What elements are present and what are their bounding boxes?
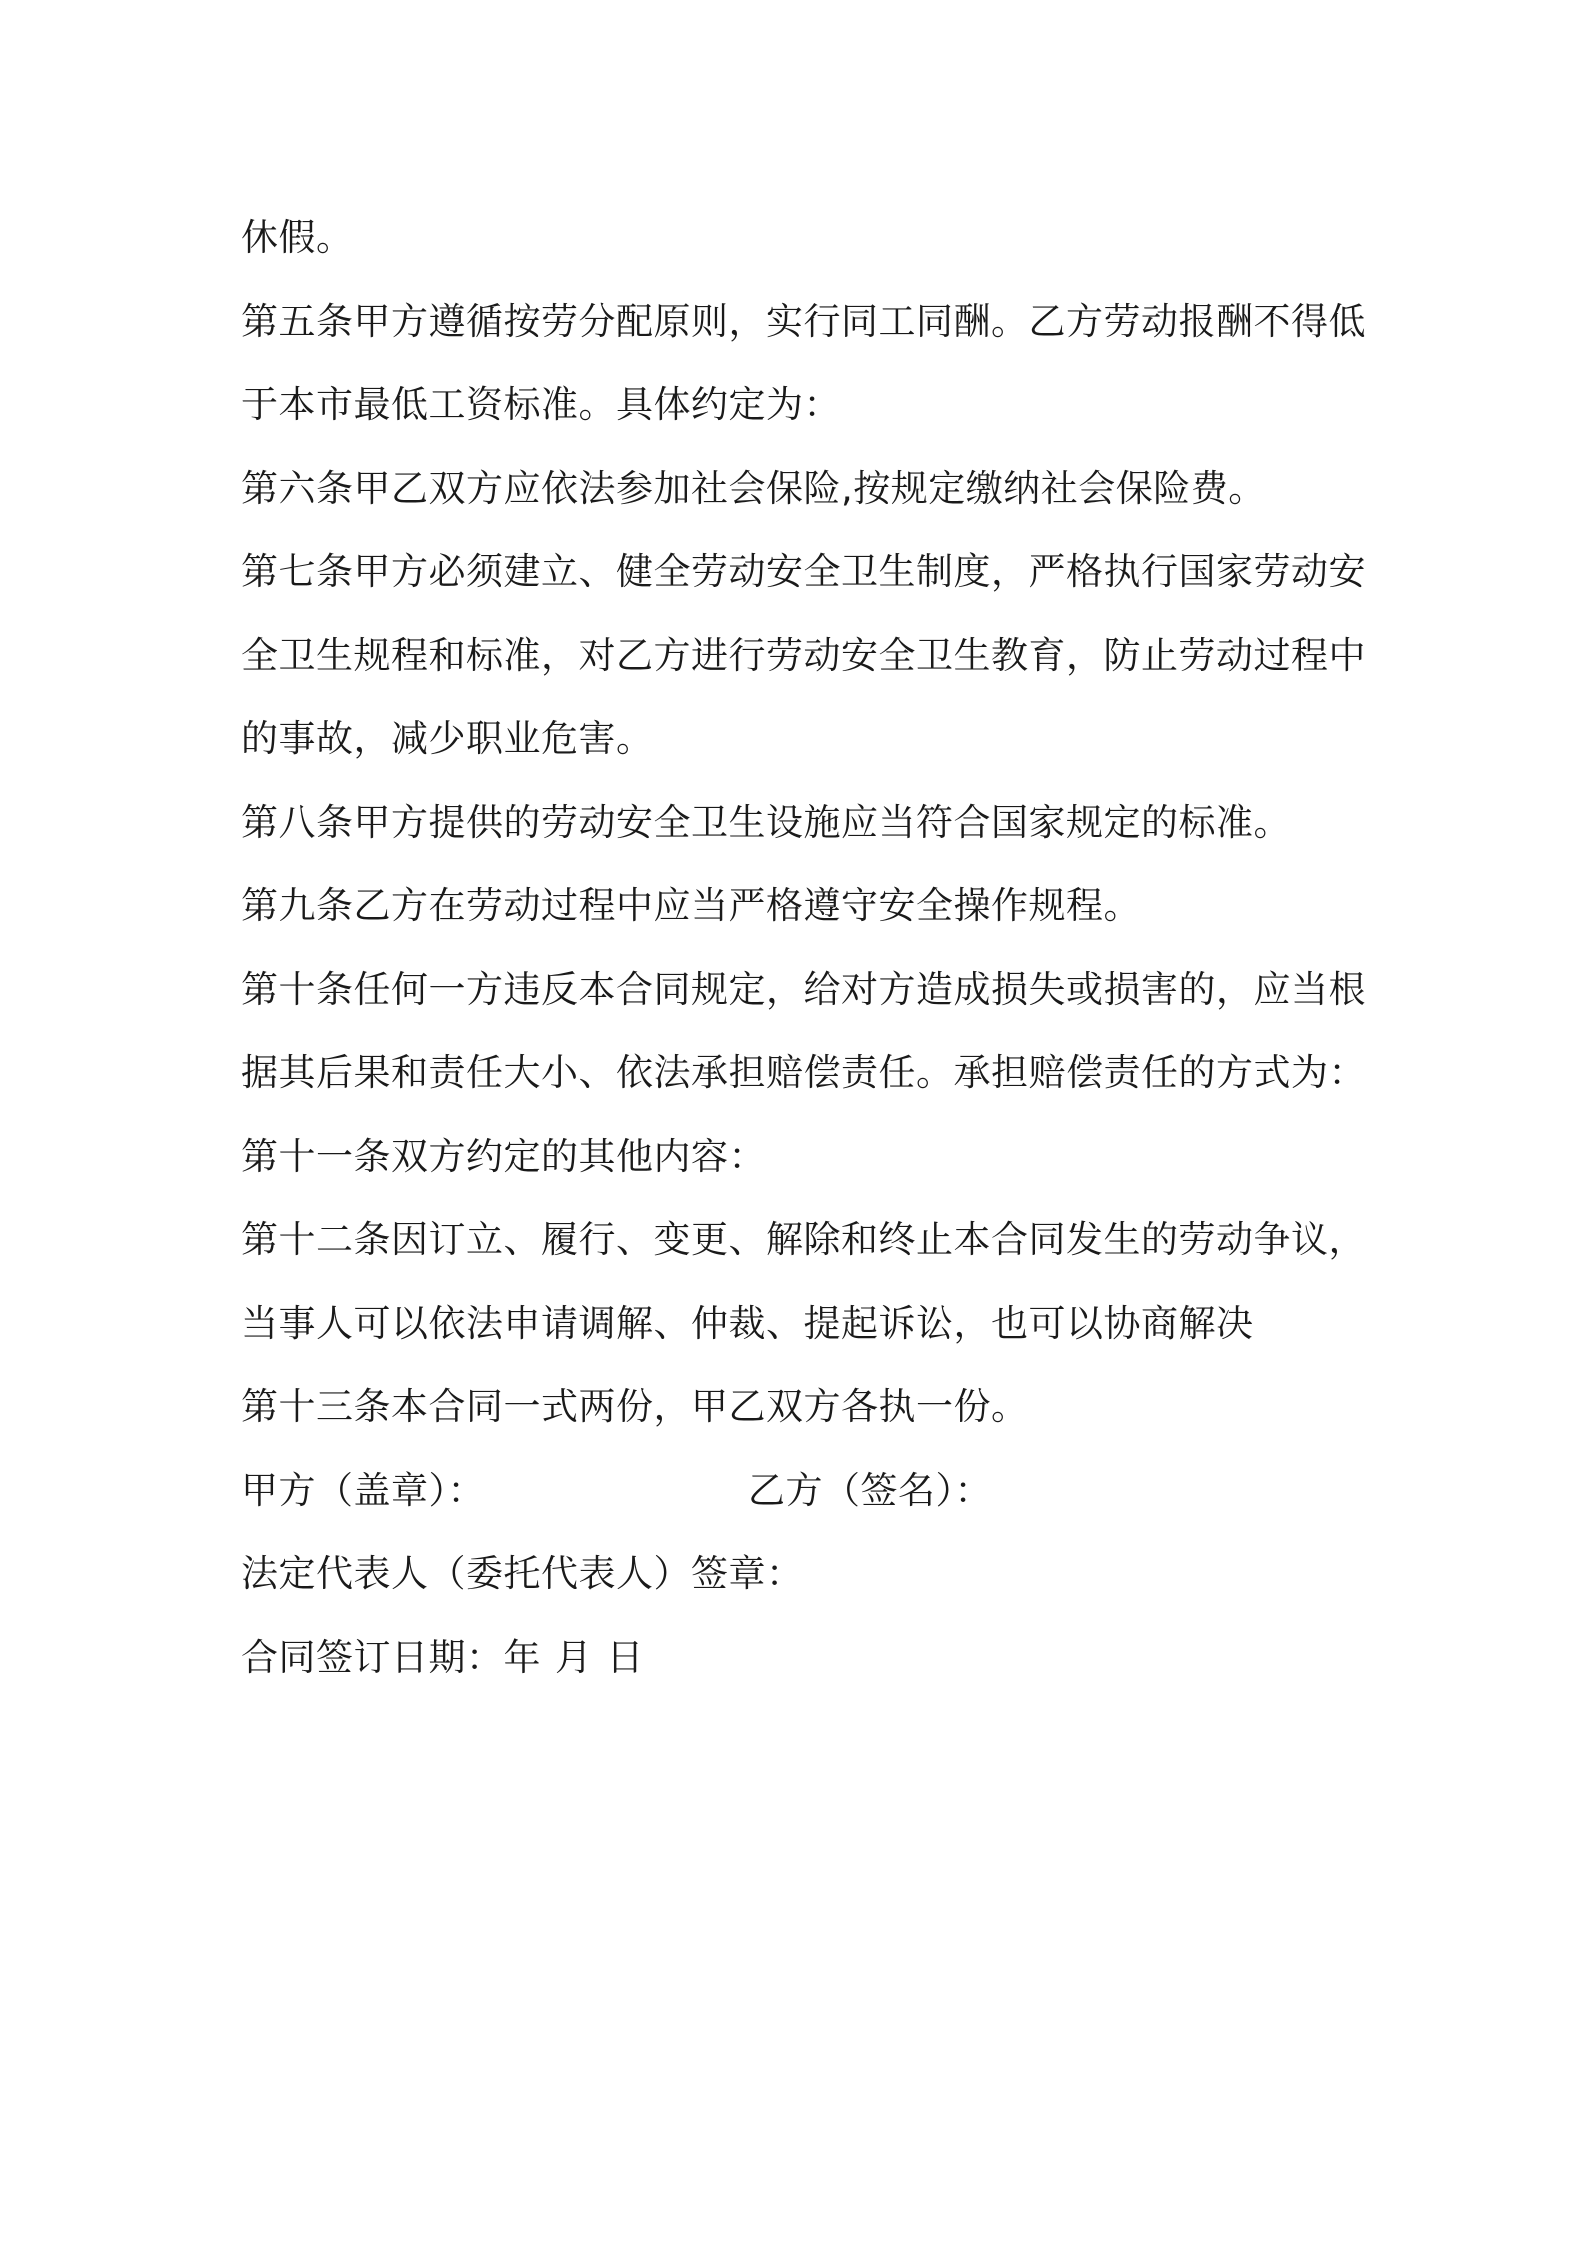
article-10-line-1: 第十条任何一方违反本合同规定，给对方造成损失或损害的，应当根: [241, 967, 1366, 1011]
date-month-label: 月: [555, 1635, 593, 1679]
signing-date-row: [241, 1616, 1361, 1700]
date-year-label: 年: [503, 1635, 541, 1679]
legal-representative-label: 法定代表人（委托代表人）签章：: [241, 1552, 804, 1595]
article-9: 第九条乙方在劳动过程中应当严格遵守安全操作规程。: [241, 884, 1141, 927]
article-11: 第十一条双方约定的其他内容：: [241, 1134, 766, 1178]
signing-date-label: 合同签订日期：: [241, 1635, 504, 1679]
article-7-line-2: 全卫生规程和标准，对乙方进行劳动安全卫生教育，防止劳动过程中: [241, 633, 1366, 677]
party-b-signature-label: 乙方（签名）：: [748, 1468, 992, 1512]
article-12-line-1: 第十二条因订立、履行、变更、解除和终止本合同发生的劳动争议，: [241, 1218, 1366, 1261]
contract-body: [241, 196, 1366, 1699]
article-8: 第八条甲方提供的劳动安全卫生设施应当符合国家规定的标准。: [241, 800, 1291, 844]
article-10-line-2: 据其后果和责任大小、依法承担赔偿责任。承担赔偿责任的方式为：: [241, 1051, 1366, 1094]
article-7-line-1: 第七条甲方必须建立、健全劳动安全卫生制度，严格执行国家劳动安: [241, 550, 1366, 593]
article-13: 第十三条本合同一式两份，甲乙双方各执一份。: [241, 1385, 1029, 1428]
date-day-label: 日: [606, 1635, 644, 1679]
party-a-seal-label: 甲方（盖章）：: [241, 1468, 485, 1512]
text-line: 休假。: [241, 216, 354, 259]
signature-row: [241, 1449, 1361, 1533]
article-5-line-2: 于本市最低工资标准。具体约定为：: [241, 383, 841, 426]
article-7-line-3: 的事故，减少职业危害。: [241, 717, 654, 760]
article-12-line-2: 当事人可以依法申请调解、仲裁、提起诉讼，也可以协商解决: [241, 1301, 1254, 1345]
article-5-line-1: 第五条甲方遵循按劳分配原则，实行同工同酬。乙方劳动报酬不得低: [241, 299, 1366, 343]
article-6: 第六条甲乙双方应依法参加社会保险,按规定缴纳社会保险费。: [241, 466, 1266, 510]
